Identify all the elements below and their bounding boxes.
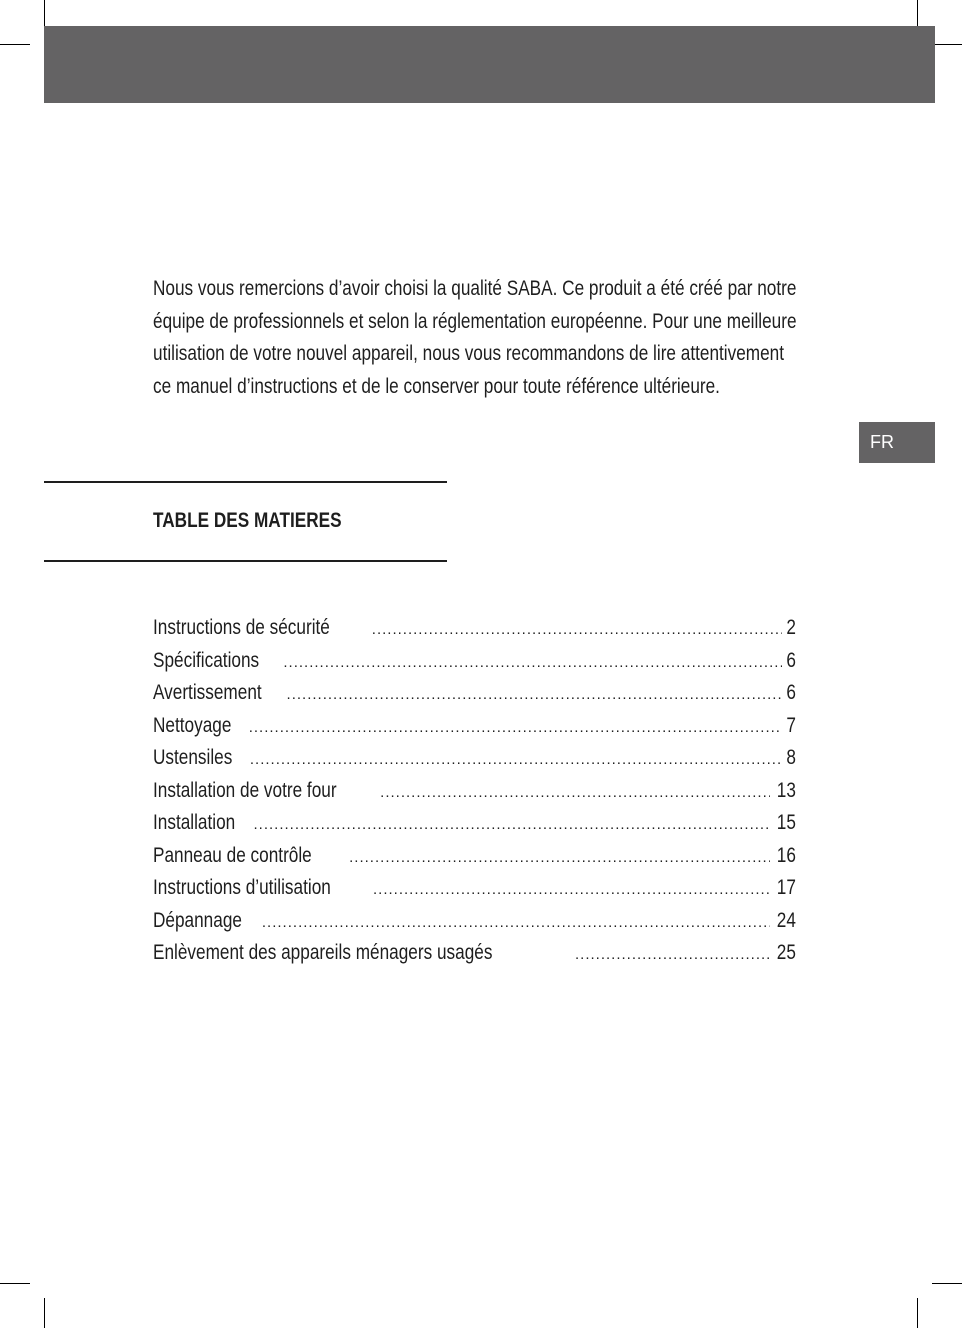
- divider-bottom: [44, 560, 447, 562]
- toc-entry-label: Panneau de contrôle: [153, 842, 312, 867]
- toc-leader-dots: [372, 621, 782, 638]
- toc-entry-page: 6: [786, 680, 796, 704]
- toc-entry-page: 8: [786, 745, 796, 769]
- toc-leader-dots: [373, 881, 770, 898]
- toc-entry[interactable]: [153, 680, 796, 713]
- toc-entry[interactable]: [153, 843, 796, 876]
- header-band: [44, 26, 935, 103]
- crop-mark: [44, 1298, 45, 1328]
- toc-entry[interactable]: [153, 875, 796, 908]
- toc-entry[interactable]: [153, 648, 796, 681]
- toc-entry-page: 25: [776, 940, 796, 964]
- crop-mark: [932, 44, 962, 45]
- toc-leader-dots: [249, 719, 782, 736]
- table-of-contents: [153, 615, 796, 973]
- toc-entry[interactable]: [153, 778, 796, 811]
- toc-leader-dots: [283, 654, 782, 671]
- toc-entry-label: Nettoyage: [153, 712, 232, 737]
- toc-leader-dots: [250, 751, 782, 768]
- toc-entry-label: Spécifications: [153, 647, 260, 672]
- crop-mark: [0, 44, 30, 45]
- toc-entry-label: Installation de votre four: [153, 777, 337, 802]
- toc-leader-dots: [349, 849, 770, 866]
- toc-entry[interactable]: [153, 745, 796, 778]
- toc-entry[interactable]: [153, 713, 796, 746]
- toc-leader-dots: [254, 816, 771, 833]
- intro-paragraph: Nous vous remercions d’avoir choisi la qualité SABA. Ce produit a été créé par notre équipe de professionnels et selon la réglementation européenne. Pour une meilleure utilisation de votre nouvel appareil, nous vous recommandons de lire attentivement ce manuel d’instructions et de le conserver pour toute référence ultérieure.: [153, 276, 797, 398]
- toc-leader-dots: [575, 946, 770, 963]
- divider-top: [44, 481, 447, 483]
- toc-entry[interactable]: [153, 615, 796, 648]
- toc-entry-label: Avertissement: [153, 680, 262, 704]
- toc-entry-page: 24: [776, 907, 796, 932]
- toc-entry[interactable]: [153, 940, 796, 973]
- toc-entry-page: 2: [786, 615, 796, 639]
- crop-mark: [0, 1283, 30, 1284]
- toc-entry-page: 16: [776, 842, 796, 867]
- toc-entry-page: 15: [776, 810, 796, 834]
- language-tab: FR: [859, 422, 935, 463]
- toc-entry-label: Installation: [153, 810, 236, 834]
- crop-mark: [917, 1298, 918, 1328]
- toc-entry-label: Enlèvement des appareils ménagers usagés: [153, 940, 493, 964]
- toc-leader-dots: [380, 784, 770, 801]
- toc-leader-dots: [287, 686, 783, 703]
- toc-entry-page: 13: [776, 777, 796, 802]
- toc-title: TABLE DES MATIERES: [153, 508, 342, 532]
- toc-entry-page: 6: [786, 647, 796, 672]
- toc-entry-label: Instructions d’utilisation: [153, 875, 331, 899]
- toc-entry-page: 7: [786, 712, 796, 737]
- toc-entry[interactable]: [153, 810, 796, 843]
- toc-entry-label: Instructions de sécurité: [153, 615, 330, 639]
- toc-entry-label: Ustensiles: [153, 745, 233, 769]
- toc-entry[interactable]: [153, 908, 796, 941]
- toc-entry-label: Dépannage: [153, 907, 242, 932]
- crop-mark: [932, 1283, 962, 1284]
- toc-leader-dots: [262, 914, 770, 931]
- toc-entry-page: 17: [776, 875, 796, 899]
